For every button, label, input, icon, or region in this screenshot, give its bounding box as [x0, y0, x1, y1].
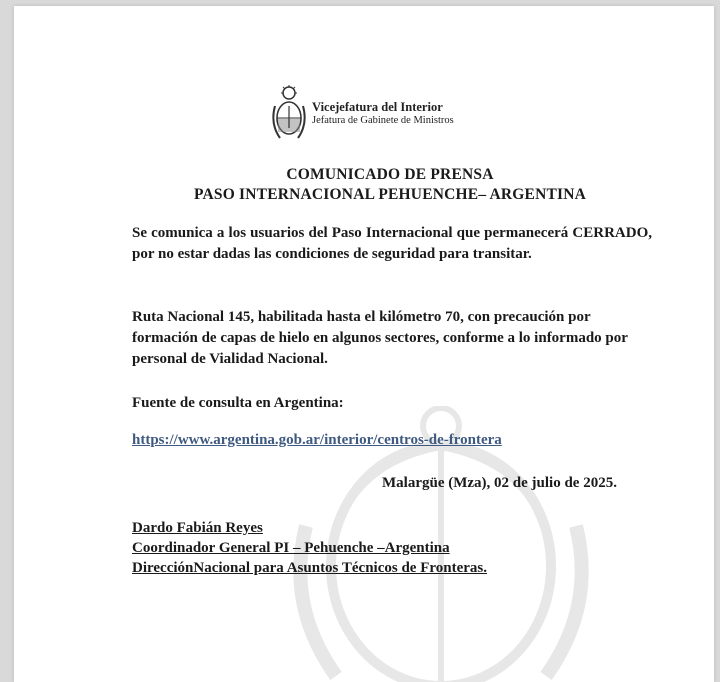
- date-line: Malargüe (Mza), 02 de julio de 2025.: [382, 475, 617, 491]
- paragraph-route-status: Ruta Nacional 145, habilitada hasta el kilómetro 70, con precaución por formación de capas de hielo en algunos sectores, conforme a lo informado por personal de Vialidad Nacional.: [132, 309, 628, 367]
- source-label: Fuente de consulta en Argentina:: [132, 395, 344, 411]
- paragraph-closure-notice: Se comunica a los usuarios del Paso Internacional que permanecerá CERRADO, por no estar dadas las condiciones de seguridad para transitar.: [132, 225, 652, 262]
- signatory-name: Dardo Fabián Reyes: [132, 520, 263, 536]
- org-subtitle: Jefatura de Gabinete de Ministros: [312, 114, 454, 126]
- signatory-department: DirecciónNacional para Asuntos Técnicos de Fronteras.: [132, 560, 487, 576]
- document-page: [14, 6, 714, 682]
- document-title: COMUNICADO DE PRENSA: [286, 166, 494, 183]
- source-link[interactable]: https://www.argentina.gob.ar/interior/centros-de-frontera: [132, 432, 502, 448]
- org-name: Vicejefatura del Interior: [312, 99, 443, 114]
- signatory-role: Coordinador General PI – Pehuenche –Argentina: [132, 540, 450, 556]
- coat-of-arms-icon: [270, 84, 308, 142]
- document-subtitle: PASO INTERNACIONAL PEHUENCHE– ARGENTINA: [193, 186, 587, 203]
- letterhead: [270, 84, 454, 142]
